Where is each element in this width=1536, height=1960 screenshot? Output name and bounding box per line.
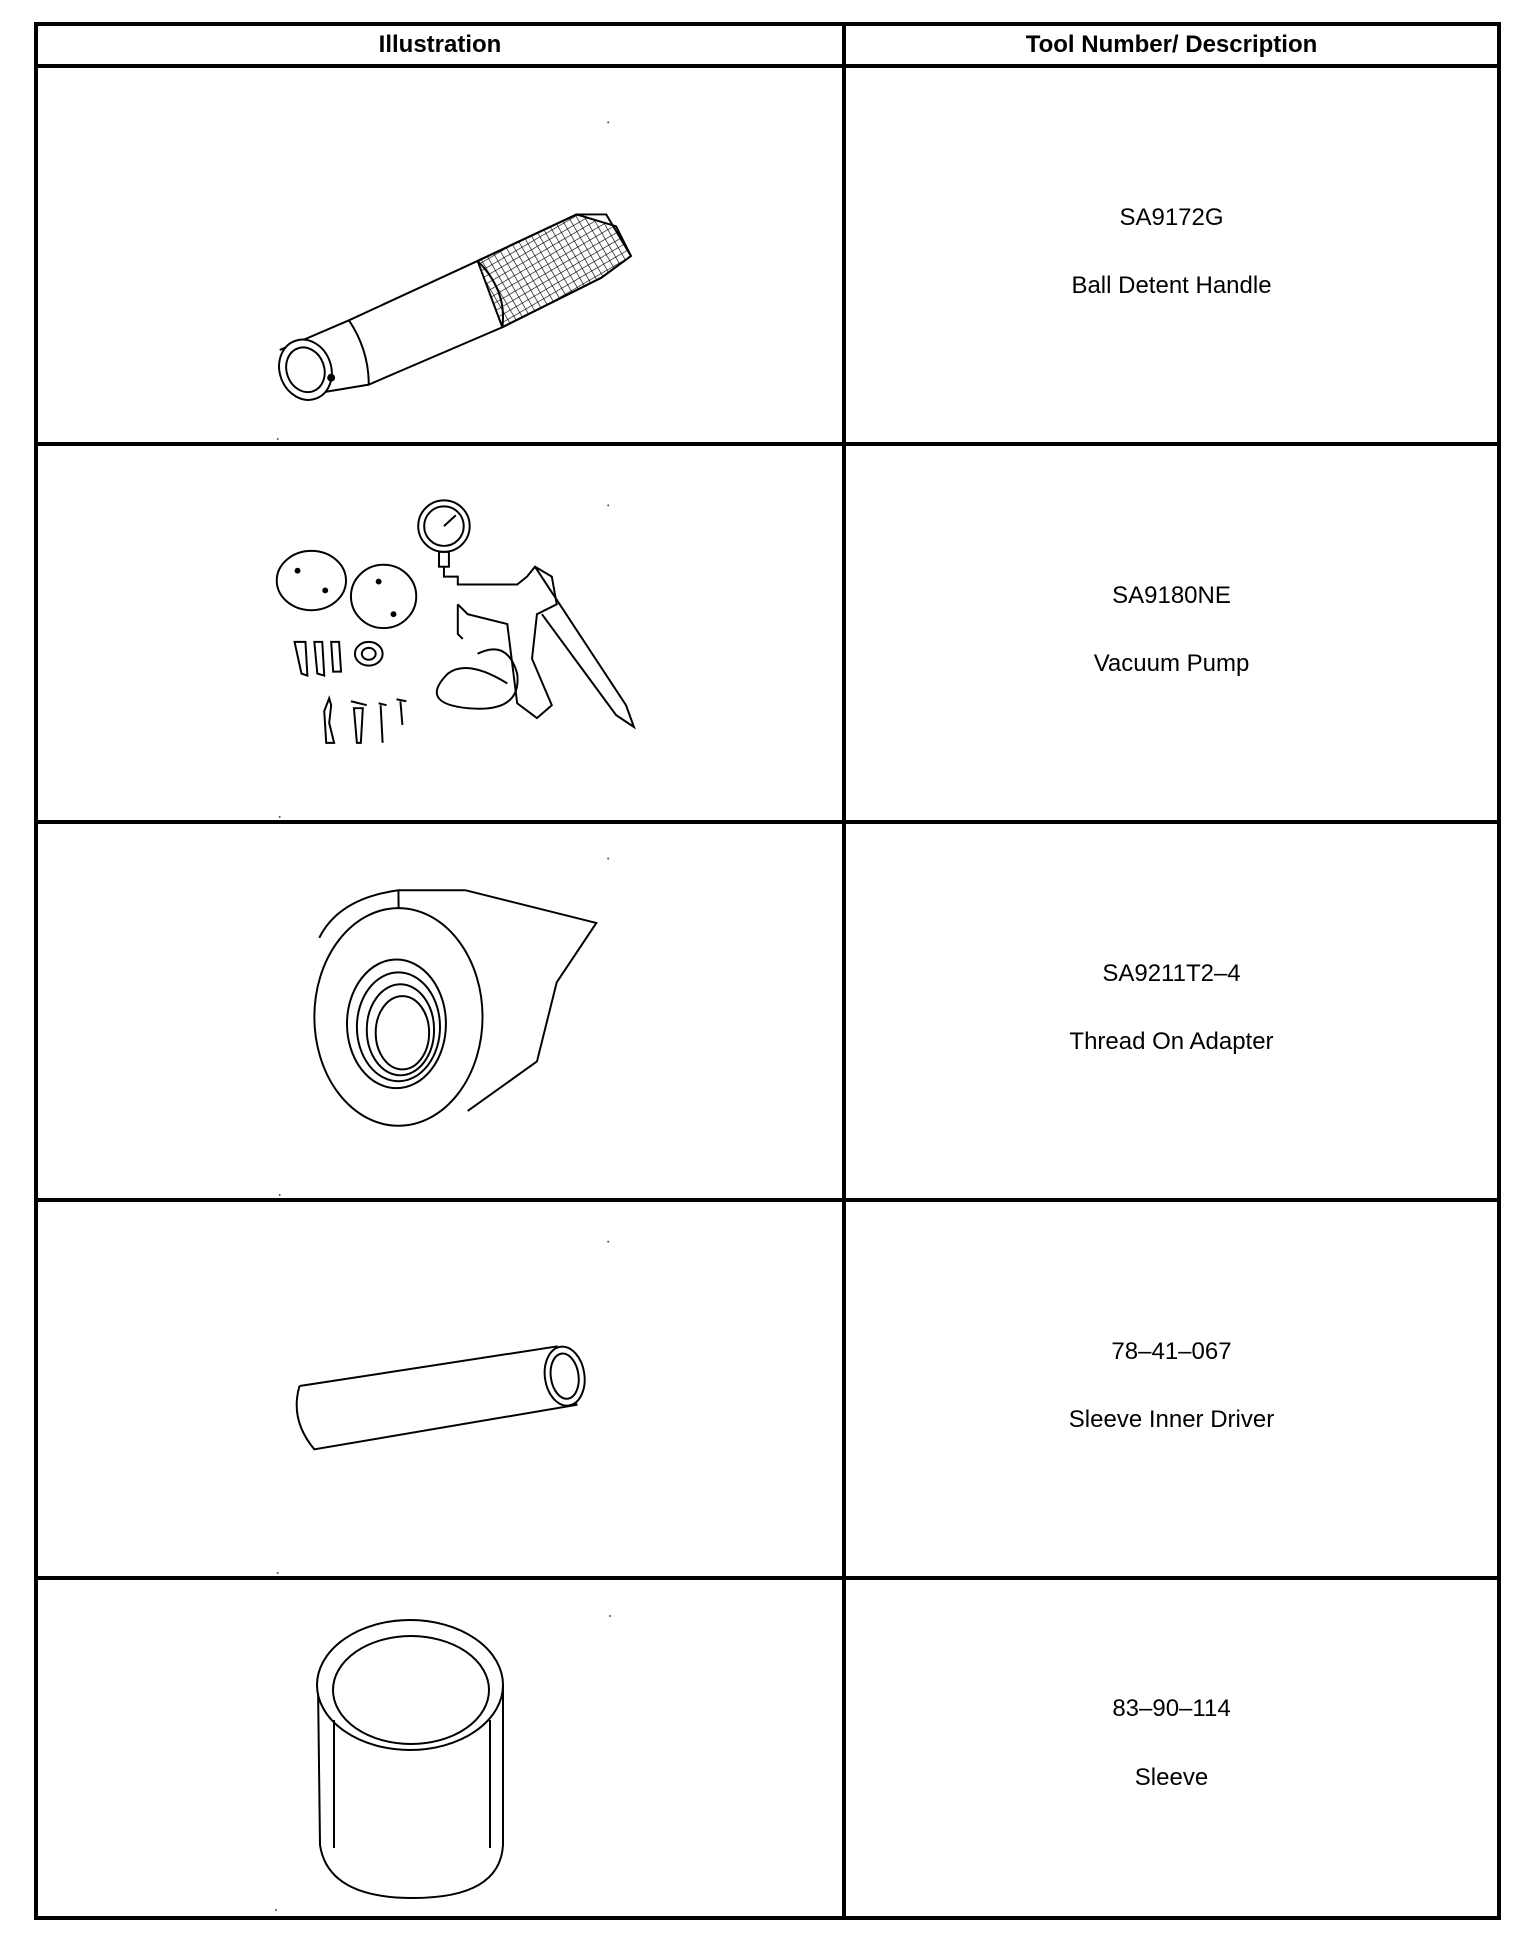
tool-number: 78–41–067	[1111, 1338, 1232, 1365]
table-row	[38, 1202, 1497, 1580]
thread-on-adapter-icon	[38, 824, 842, 1198]
tool-description: Ball Detent Handle	[1071, 272, 1272, 299]
tool-description: Vacuum Pump	[1093, 650, 1250, 677]
tool-info	[846, 446, 1497, 820]
tool-info	[846, 1580, 1497, 1916]
tool-description: Sleeve Inner Driver	[1068, 1406, 1275, 1433]
sleeve-inner-driver-icon	[38, 1202, 842, 1576]
table-row	[38, 824, 1497, 1202]
tool-number: SA9180NE	[1112, 582, 1231, 609]
table-header	[38, 26, 1497, 68]
header-tool-description: Tool Number/ Description	[1025, 31, 1318, 58]
tool-info	[846, 1202, 1497, 1576]
header-illustration: Illustration	[378, 31, 502, 58]
table-row	[38, 68, 1497, 446]
tools-table	[34, 22, 1501, 1920]
tool-info	[846, 824, 1497, 1198]
tool-number: SA9172G	[1119, 204, 1224, 231]
tool-description: Thread On Adapter	[1069, 1028, 1274, 1055]
tool-info	[846, 68, 1497, 442]
vacuum-pump-icon	[38, 446, 842, 820]
ball-detent-handle-icon	[38, 68, 842, 442]
table-row	[38, 1580, 1497, 1916]
tool-description: Sleeve	[1134, 1764, 1209, 1791]
tool-number: 83–90–114	[1112, 1695, 1231, 1722]
table-row	[38, 446, 1497, 824]
sleeve-icon	[38, 1580, 842, 1916]
tool-number: SA9211T2–4	[1102, 960, 1241, 987]
